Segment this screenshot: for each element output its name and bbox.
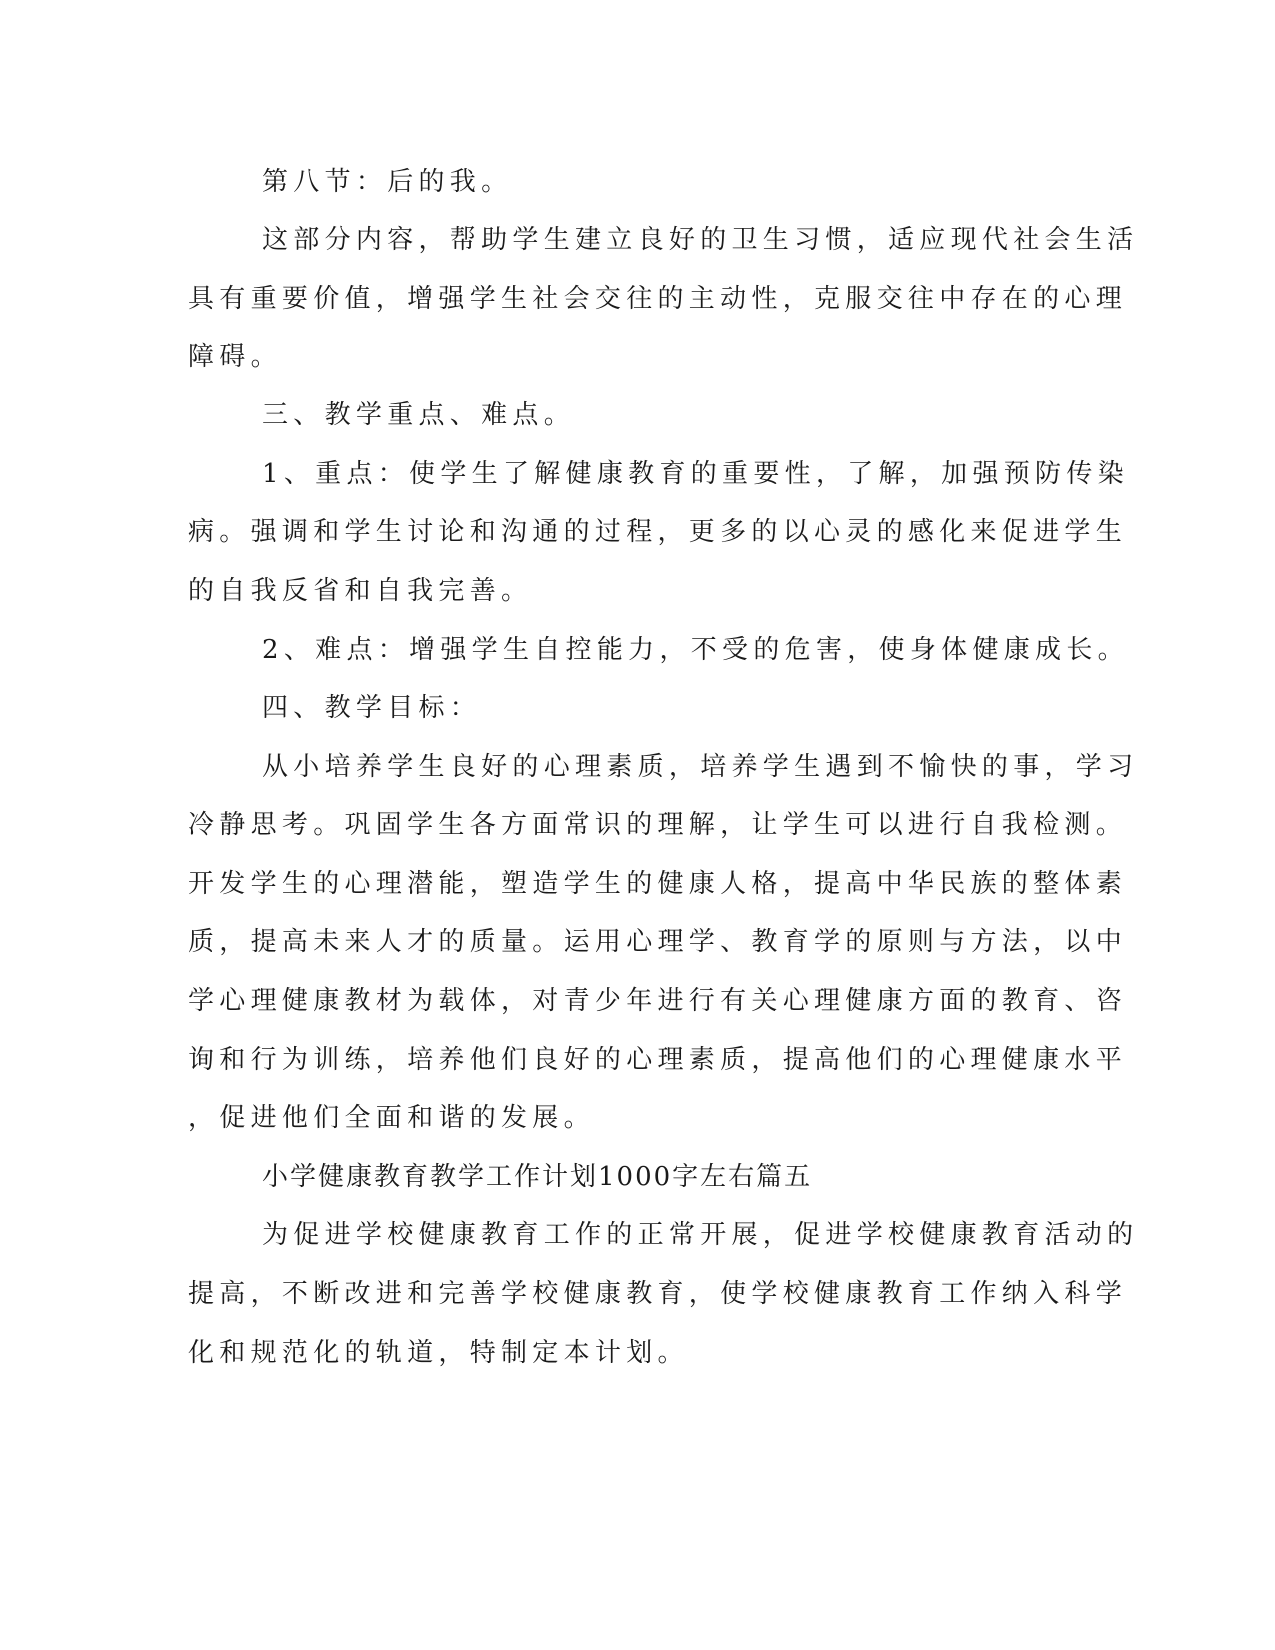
paragraph-line: 2、难点：增强学生自控能力，不受的危害，使身体健康成长。 (262, 635, 1129, 665)
paragraph-line: 学心理健康教材为载体，对青少年进行有关心理健康方面的教育、咨 (188, 986, 1128, 1016)
paragraph-line: ，促进他们全面和谐的发展。 (188, 1103, 595, 1133)
paragraph-line: 的自我反省和自我完善。 (188, 576, 533, 606)
paragraph-line: 1、重点：使学生了解健康教育的重要性，了解，加强预防传染 (262, 459, 1129, 489)
paragraph-line: 开发学生的心理潜能，塑造学生的健康人格，提高中华民族的整体素 (188, 869, 1128, 899)
paragraph-line: 冷静思考。巩固学生各方面常识的理解，让学生可以进行自我检测。 (188, 810, 1128, 840)
paragraph-line: 病。强调和学生讨论和沟通的过程，更多的以心灵的感化来促进学生 (188, 517, 1128, 547)
paragraph-line: 询和行为训练，培养他们良好的心理素质，提高他们的心理健康水平 (188, 1045, 1128, 1075)
paragraph-line: 从小培养学生良好的心理素质，培养学生遇到不愉快的事，学习 (262, 752, 1139, 782)
section-title: 小学健康教育教学工作计划1000字左右篇五 (262, 1162, 813, 1192)
section-heading: 第八节：后的我。 (262, 167, 513, 197)
section-heading: 四、教学目标： (262, 693, 482, 723)
paragraph-line: 这部分内容，帮助学生建立良好的卫生习惯，适应现代社会生活 (262, 225, 1139, 255)
paragraph-line: 提高，不断改进和完善学校健康教育，使学校健康教育工作纳入科学 (188, 1279, 1128, 1309)
paragraph-line: 为促进学校健康教育工作的正常开展，促进学校健康教育活动的 (262, 1220, 1139, 1250)
paragraph-line: 具有重要价值，增强学生社会交往的主动性，克服交往中存在的心理 (188, 284, 1128, 314)
section-heading: 三、教学重点、难点。 (262, 400, 576, 430)
paragraph-line: 障碍。 (188, 342, 282, 372)
paragraph-line: 化和规范化的轨道，特制定本计划。 (188, 1338, 689, 1368)
paragraph-line: 质，提高未来人才的质量。运用心理学、教育学的原则与方法，以中 (188, 927, 1128, 957)
